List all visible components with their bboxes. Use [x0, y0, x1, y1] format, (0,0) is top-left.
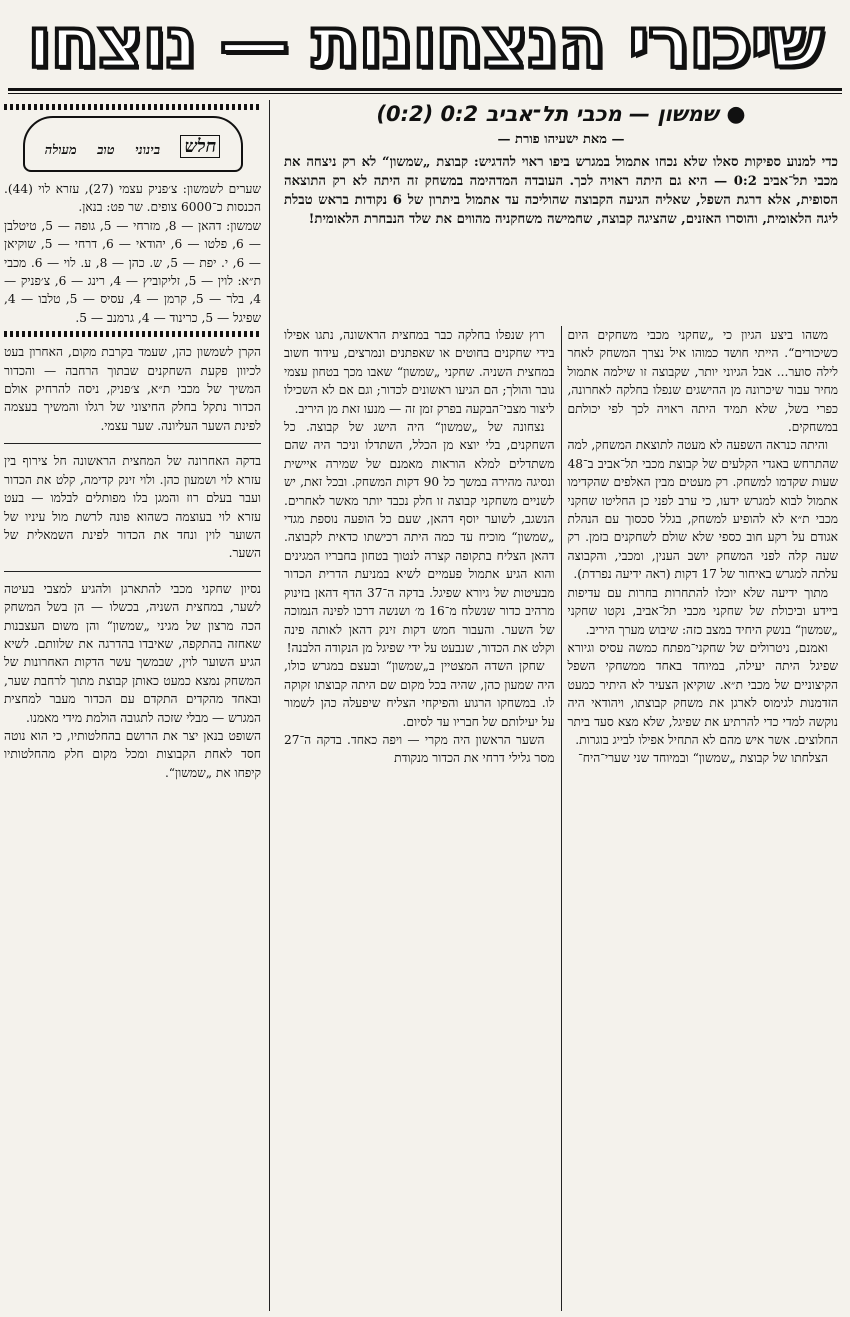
side-paragraph: השופט בנאן יצר את הרושם בהחלטותיו, כי הוא נוטה חסד לאחת הקבוצות ומכל מקום חלק מהחלטותיו קיפחו את „שמשון“.	[4, 728, 261, 780]
divider	[4, 443, 261, 444]
paragraph: נצחונה של „שמשון“ היה הישג של קבוצה. כל השחקנים, בלי יוצא מן הכלל, השתדלו וניכר היה שהם משתדלים למלא הוראות מאמנם של שמירה איישית ונסיגה מהירה במשך כל 90 דקות המשחק. ובכל זאת, יש לשניים משחקני קבוצה זו חלק נכבד יותר מאשר לאחרים. הנשגב, לשוער יוסף דהאן, שעם כל הופעה נוספת מגדי „שמשון“ מוכיח עד כמה היתה רכישתו כדאית לקבוצה. דהאן הצליח בתקופה קצרה לנטוך בטחון בחבריו המגינים והוא הגיע אתמול פעמיים לשיא במניעת הדרית הכדור מבעיטות של גיורא שפיגל. בדקה ה־37 הדף דהאן בזינוק מרהיב כדור שנשלח מ־16 מ׳ ושנשה דרכו לפינה הנמוכה של השער. והעבור חמש דקות זינק דהאן לאותה פינה וקלט את הכדור, שנבעט על ידי שפיגל מן הנקודה הלבנה!	[284, 420, 555, 655]
rating-excellent: מעולה	[44, 143, 77, 158]
subhead	[278, 102, 844, 127]
headline-rule	[8, 88, 842, 91]
paragraph: והיתה כנראה השפעה לא מעטה לתוצאת המשחק, למה שהתרחש באגדי הקלעים של קבוצת מכבי תל־אביב ב־48 שעות שקדמו למשחק. רק מעטים מבין האלפים שהקדימו אתמול לבוא למגרש ידעו, כי ערב לפני כן החליטו שחקני מכבי ת״א לא להופיע למשחק, בגלל סכסוך עם הנהלת אגודם על רקע חוב כספי שלא שולם לשחקנים בזמן. רק שעה קלה לפני המשחק יושב הענין, ומכבי, והקבוצה עלתה למגרש באיחור של 17 דקות (ראה ידיעה נפרדת).	[567, 438, 838, 582]
side-paragraph: הקרן לשמשון כהן, שעמד בקרבת מקום, האחרון בעט לכיוון פקעת השחקנים שבתוך הרחבה — והכדור המשיך של מכבי ת״א, צ׳פניק, ניסה להרחיק אולם הכדור נתקל בחלק החיצוני של רגלו והמשיך בעצמה לפינת השער העליונה. שער עצמי.	[4, 345, 261, 433]
side-paragraph: בדקה האחרונה של המחצית הראשונה חל צירוף בין עזרא לוי ושמעון כהן. ולוי זינק קדימה, קלט את הכדור ועבר בעלם רוז והמגן בלו מפותלים לבלמו — בעט עזרא לוי בעוצמה כשהוא פונה לרשת מול עיניו של השוער לוין ונחד את הכדור לפינת השמאלית של השער.	[4, 454, 261, 561]
paragraph: השער הראשון היה מקרי — ויפה כאחד. בדקה ה־27 מסר גלילי דרחי את הכדור מנקודת	[284, 732, 555, 766]
paragraph: שחקן השדה המצטיין ב„שמשון“ ובעצם במגרש כולו, היה שמעון כהן, שהיה בכל מקום שם היתה קבוצתו זקוקה לו. במשחקו הרגוע והפיקחי הצליח שיפעלה כהן לשמור על יעילותם של חבריו עד לסיום.	[284, 659, 555, 729]
rating-legend	[23, 116, 243, 172]
bullet-icon: ●	[726, 102, 746, 127]
paragraph: מתוך ידיעה שלא יוכלו להתחרות בחרות עם עדיפות ביידע וביכולת של שחקני מכבי תל־אביב, נקטו שחקני „שמשון“ בנשק היחיד במצב כזה: שיבוש מערך היריב.	[567, 585, 838, 637]
paragraph: רוץ שנפלו בחלקה כבר במחצית הראשונה, נתגו אפילו בידי שחקנים בחוטים או שאפתנים ונמרצים, עידוד חשוב במחצית השניה. שחקני „שמשון“ שאבו מכך בטחון עצמי גובר והולך; הם הגיעו ראשונים לכדור; וגם אם לא השכילו ליצור מצבי־הבקעה בפרק זמן זה — מנעו זאת מן היריב.	[284, 328, 555, 416]
article	[278, 100, 844, 1311]
paragraph: ואמנם, ניטרולים של שחקני־מפתח כמשה עסיס וגיורא שפיגל היתה יעילה, במיוחד באחד ממשחקי השפל הקיצוניים של מכבי ת״א. שוקיאן הצעיר לא היתיר כמעט הזדמנות לגימוס לארגן את משחק קבוצתו, ויהודאי היה נוקשה למדי כדי להרתיע את שפיגל, שלא מצא סעד ביתר החלוצים. אשר איש מהם לא התחיל אפילו לבייג בוגרות.	[567, 640, 838, 747]
rating-average: בינוני	[135, 143, 160, 158]
byline: — מאת ישעיהו פורת —	[497, 132, 625, 147]
wavy-divider	[4, 104, 261, 110]
paragraph: הצלחתו של קבוצת „שמשון“ ובמיוחד שני שערי־היח־	[578, 751, 828, 766]
wavy-divider	[4, 331, 261, 337]
subhead-text: שמשון — מכבי תל־אביב 0:2 (0:2)	[376, 102, 719, 126]
article-columns	[278, 326, 844, 1311]
side-paragraph: נסיון שחקני מכבי להתארגן ולהגיע למצבי בעיטה לשער, במחצית השניה, בכשלו — הן בשל המשחק הכה מרצון של מגיני „שמשון“ והן משום העצבנות שאחזה בהתקפה, שאיבדו בהדרגה את שלוותם. לשיא הגיע השוער לוין, שבמשך עשר הדקות האחרונות של המשחק נמצא כמעט כאותן קבוצת מתוך לרחבת שער, ובאחד מהקדים התקדם עם הכדור מעבר למחצית המגרש — מבלי שזכה לתגובה הולמת מידי מאמנו.	[4, 581, 261, 725]
paragraph: משהו ביצע הגיון כי „שחקני מכבי משחקים היום כשיכורים“. הייתי חושד כמוהו איל נצרך המשחק לאחר לילה סוער... אבל הגיוני יותר, שקבוצה זו שילמה אתמול מחיר עבור שיכרונה מן ההישגים שנפלו בחלקה לאחרונה, כפרי בשל, שלא תמיד היתה ראויה לכך לפי יכולתם במשחקים.	[567, 328, 838, 435]
rating-weak: חלש	[180, 135, 220, 158]
headline-rule-thin	[8, 93, 842, 94]
divider	[4, 571, 261, 572]
sidebar-scorebox	[4, 100, 270, 1311]
scorers: שערים לשמשון: צ׳פניק עצמי (27), עזרא לוי (44). הכנסות כ־6000 צופים. שר פט: בנאן.	[4, 182, 261, 215]
column-middle	[278, 326, 562, 1311]
column-right	[562, 326, 845, 1311]
headline: שיכורי הנצחונות — נוצחו	[27, 2, 823, 84]
lineups: שמשון: דהאן — 8, מזרחי — 5, גופה — 5, טיטלבן — 6, פלטו — 6, יהודאי — 6, דרחי — 5, שוקיאן — 6, י. יפת — 5, ש. כהן — 8, ע. לוי — 6. מכבי ת״א: לוין — 5, זליקוביץ — 4, רינג — 6, צ׳פניק — 4, בלר — 5, קרמן — 4, עסיס — 5, טלבו — 4, שפיגל — 5, כרינוד — 4, גרמנב — 5.	[4, 218, 262, 325]
lead-paragraph: כדי למנוע ספיקות סאלו שלא נכחו אתמול במגרש ביפו ראוי להדגיש: קבוצת „שמשון“ לא רק ניצחה את מכבי תל־אביב 0:2 — היא גם היתה ראויה לכך. העובדה המדהימה במשחק זה היתה לא רק התוצאה הסופית, אלא דרגת השפל, שאליה הגיעה הקבוצה שהוליכה עד אתמול ביתרון של 6 נקודות בראש טבלת ליגה הלאומית, והוסרו האזנים, שהציגה קבוצה, שחמישה משחקניה מהווים את שלד הנבחרת הלאומית!	[284, 155, 838, 227]
rating-good: טוב	[97, 143, 115, 158]
